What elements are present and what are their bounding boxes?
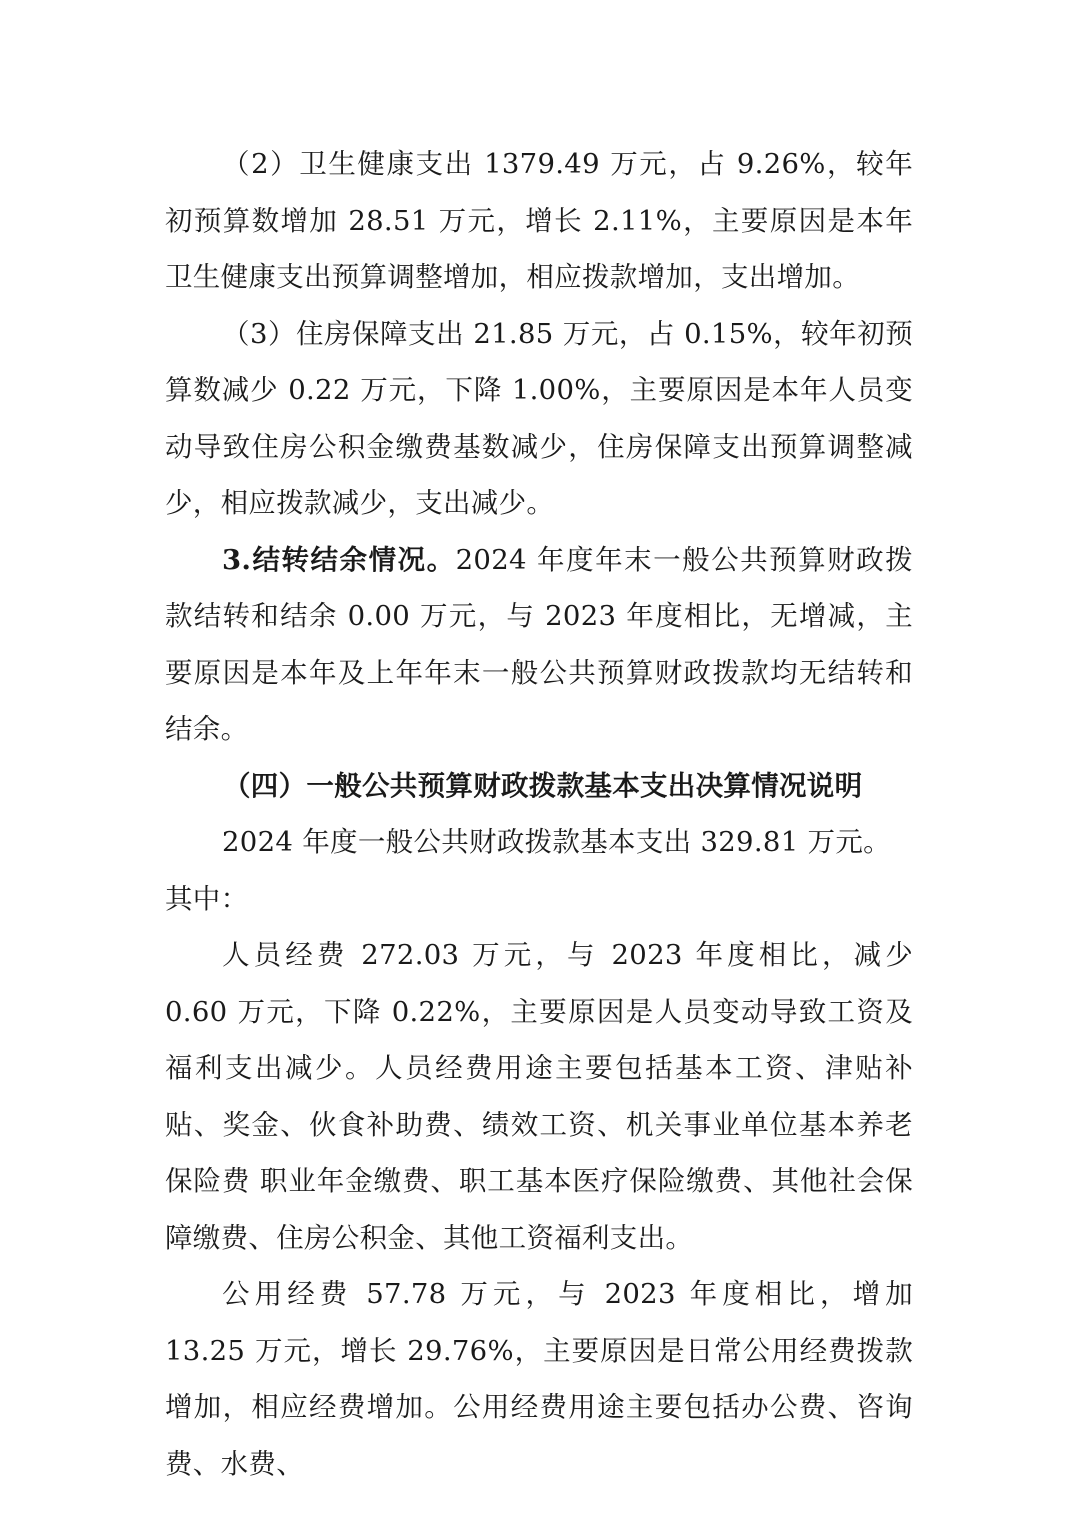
basic-expenditure-summary: 2024 年度一般公共财政拨款基本支出 329.81 万元。	[222, 826, 891, 858]
carryover-lead: 3.结转结余情况。	[222, 543, 456, 576]
housing-expenditure-paragraph: （3）住房保障支出 21.85 万元，占 0.15%，较年初预算数减少 0.22 万元，下降 1.00%，主要原因是本年人员变动导致住房公积金缴费基数减少，住房保障支出预算调整减少，相应拨款减少，支出减少。	[165, 317, 913, 519]
health-expenditure-paragraph: （2）卫生健康支出 1379.49 万元，占 9.26%，较年初预算数增加 28.51 万元，增长 2.11%，主要原因是本年卫生健康支出预算调整增加，相应拨款增加，支出增加。	[165, 148, 913, 293]
basic-expenditure-continuation: 其中：	[165, 882, 249, 915]
personnel-expenses-paragraph: 人员经费 272.03 万元，与 2023 年度相比，减少 0.60 万元，下降 0.22%，主要原因是人员变动导致工资及福利支出减少。人员经费用途主要包括基本工资、津贴补贴、奖金、伙食补助费、绩效工资、机关事业单位基本养老保险费 职业年金缴费、职工基本医疗保险缴费、其他社会保障缴费、住房公积金、其他工资福利支出。	[165, 939, 913, 1254]
carryover-text: 2024 年度年末一般公共预算财政拨款结转和结余 0.00 万元，与 2023 年度相比，无增减，主要原因是本年及上年年末一般公共预算财政拨款均无结转和结余。	[165, 543, 913, 745]
document-body	[165, 136, 913, 1492]
public-expenses-paragraph: 公用经费 57.78 万元，与 2023 年度相比，增加 13.25 万元，增长 29.76%，主要原因是日常公用经费拨款增加，相应经费增加。公用经费用途主要包括办公费、咨询费、水费、	[165, 1278, 913, 1480]
section-heading: （四）一般公共预算财政拨款基本支出决算情况说明	[223, 769, 863, 802]
carryover-paragraph	[165, 532, 913, 758]
